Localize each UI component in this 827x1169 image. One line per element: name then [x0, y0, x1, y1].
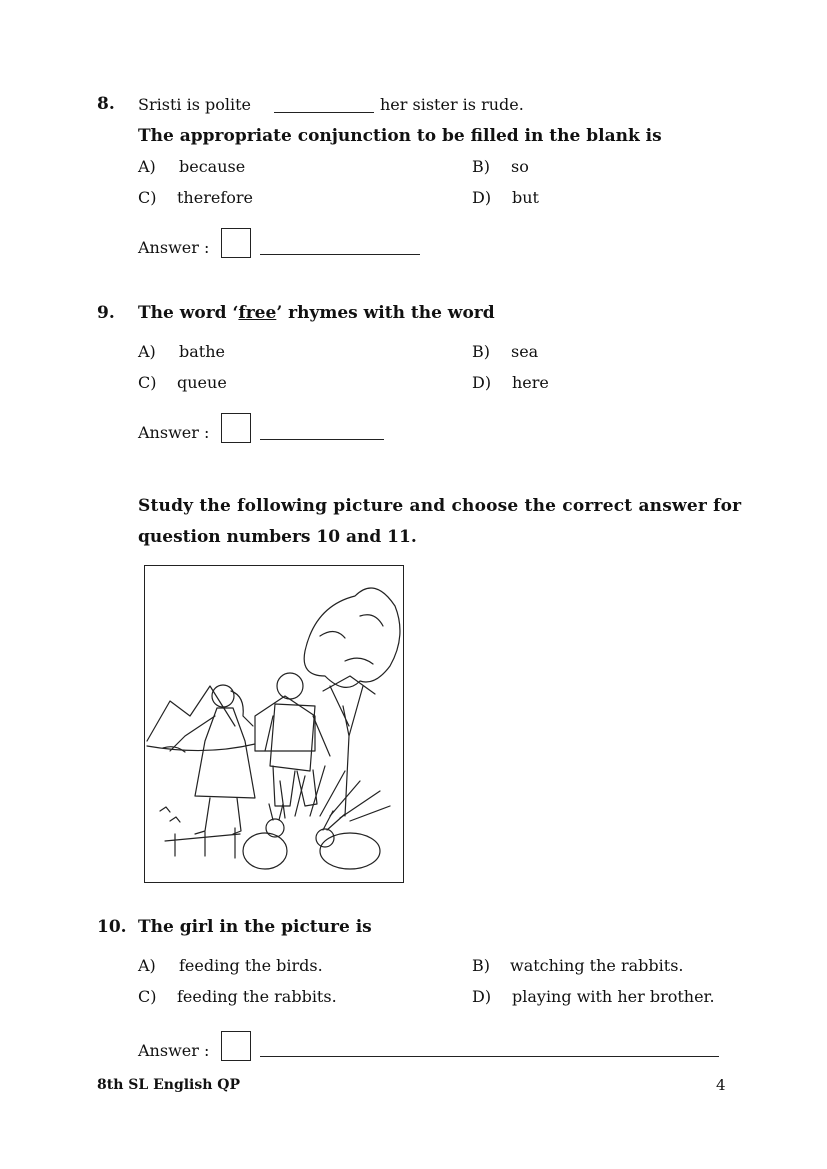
q10-answer-box[interactable]	[221, 1031, 251, 1061]
question-9-stem-word: free	[238, 303, 277, 323]
study-instruction-line1: Study the following picture and choose the correct answer for	[138, 496, 742, 516]
grass-blades	[280, 766, 390, 821]
q8-option-b-text: so	[511, 157, 529, 176]
q8-answer-label: Answer :	[138, 238, 210, 257]
q10-answer-label: Answer :	[138, 1041, 210, 1060]
q8-option-a-letter: A)	[138, 157, 156, 176]
q9-option-d-text: here	[512, 373, 549, 392]
q8-option-d-text: but	[512, 188, 539, 207]
q8-answer-line[interactable]	[260, 254, 420, 255]
study-instruction-line2: question numbers 10 and 11.	[138, 527, 417, 547]
q10-option-d-letter: D)	[472, 987, 492, 1006]
q9-option-c-letter: C)	[138, 373, 157, 392]
q10-option-a-letter: A)	[138, 956, 156, 975]
q9-option-a-text: bathe	[179, 342, 225, 361]
q9-answer-line[interactable]	[260, 439, 384, 440]
question-8-number: 8.	[97, 94, 115, 114]
question-10-stem: The girl in the picture is	[138, 917, 372, 937]
q10-option-b-letter: B)	[472, 956, 490, 975]
q10-option-a-text: feeding the birds.	[179, 956, 323, 975]
rabbit-left-body	[243, 833, 287, 869]
q10-option-c-letter: C)	[138, 987, 157, 1006]
q8-option-c-letter: C)	[138, 188, 157, 207]
fence	[165, 828, 240, 858]
q8-answer-box[interactable]	[221, 228, 251, 258]
question-8-stem-part2: her sister is rude.	[380, 95, 524, 114]
question-8-instruction: The appropriate conjunction to be filled in the blank is	[138, 126, 662, 146]
birds	[160, 807, 180, 822]
q10-option-b-text: watching the rabbits.	[510, 956, 684, 975]
rabbit-right-body	[320, 833, 380, 869]
q9-option-d-letter: D)	[472, 373, 492, 392]
boy-shirt	[270, 704, 315, 771]
question-9-stem	[138, 303, 495, 323]
question-10-number: 10.	[97, 917, 127, 937]
q10-option-d-text: playing with her brother.	[512, 987, 715, 1006]
q8-option-c-text: therefore	[177, 188, 253, 207]
q9-answer-box[interactable]	[221, 413, 251, 443]
girl-dress	[195, 708, 255, 798]
q9-answer-label: Answer :	[138, 423, 210, 442]
illustration-girl-boy-rabbits	[144, 565, 404, 883]
question-8-blank	[274, 112, 374, 113]
footer-title: 8th SL English QP	[97, 1077, 241, 1093]
q10-option-c-text: feeding the rabbits.	[177, 987, 337, 1006]
mountain-outline	[147, 686, 235, 741]
page-number: 4	[716, 1076, 726, 1094]
q9-option-c-text: queue	[177, 373, 227, 392]
boy-head	[277, 673, 303, 699]
boy-shorts	[273, 766, 317, 806]
q8-option-b-letter: B)	[472, 157, 490, 176]
illustration-drawing	[145, 566, 402, 881]
question-8-stem-part1: Sristi is polite	[138, 95, 251, 114]
girl-head	[212, 685, 234, 707]
q9-option-b-letter: B)	[472, 342, 490, 361]
question-9-stem-before: The word ‘	[138, 303, 239, 323]
q10-answer-line[interactable]	[260, 1056, 719, 1057]
tree-canopy	[304, 588, 400, 687]
q9-option-b-text: sea	[511, 342, 539, 361]
q8-option-a-text: because	[179, 157, 246, 176]
question-9-number: 9.	[97, 303, 115, 323]
question-9-stem-after: ’ rhymes with the word	[276, 303, 495, 323]
q8-option-d-letter: D)	[472, 188, 492, 207]
q9-option-a-letter: A)	[138, 342, 156, 361]
girl-legs	[195, 798, 241, 834]
